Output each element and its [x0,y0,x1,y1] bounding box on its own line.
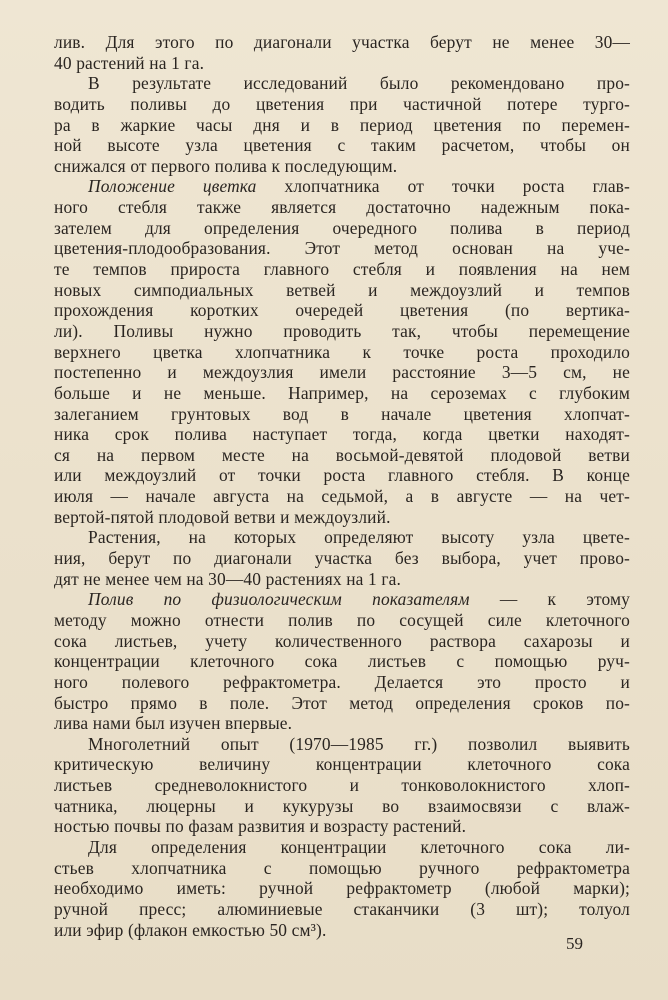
line-text: водить поливы до цветения при частичной потере турго- [54,93,630,114]
line-text: или междоузлий от точки роста главного стебля. В конце [54,465,630,486]
line-text: июля — начале августа на седьмой, а в августе — на чет- [54,486,630,507]
text-line [54,878,630,899]
text-line [54,32,630,53]
line-text: прохождения коротких очередей цветения (по вертика- [54,300,630,321]
text-line [54,197,630,218]
line-text: листьев средневолокнистого и тонковолокнистого хлоп- [54,775,630,796]
page-number: 59 [566,934,583,953]
text-line [54,156,630,177]
line-text: ручной пресс; алюминиевые стаканчики (3 шт); толуол [54,898,630,919]
line-text: — к этому [469,589,630,610]
text-line [54,796,630,817]
text-line [54,920,630,941]
line-text: чатника, люцерны и кукурузы во взаимосвязи с влаж- [54,795,630,816]
text-line [54,754,630,775]
text-line [54,53,630,74]
line-text: хлопчатника от точки роста глав- [256,176,630,197]
line-text: новых симподиальных ветвей и междоузлий и темпов [54,279,630,300]
text-line [54,569,630,590]
line-text: методу можно отнести полив по сосущей силе клеточного [54,609,630,630]
text-line [54,693,630,714]
text-line [54,445,630,466]
text-line [54,424,630,445]
line-text: ли). Поливы нужно проводить так, чтобы перемещение [54,320,630,341]
line-text: ника срок полива наступает тогда, когда цветки находят- [54,424,630,445]
italic-heading: Полив по физиологическим показателям [88,589,470,610]
text-line [54,548,630,569]
text-line [54,383,630,404]
line-text: вертой-пятой плодовой ветви и междоузлий. [54,506,391,527]
line-text: ся на первом месте на восьмой-девятой плодовой ветви [54,444,630,465]
text-line [54,899,630,920]
line-text: дят не менее чем на 30—40 растениях на 1 га. [54,568,402,589]
line-text: ния, берут по диагонали участка без выбора, учет прово- [54,548,630,569]
line-text: сока листьев, учету количественного раствора сахарозы и [54,630,630,651]
line-text: постепенно и междоузлия имели расстояние 3—5 см, не [54,362,630,383]
text-line [54,238,630,259]
text-line [54,672,630,693]
text-line [54,527,630,548]
text-line [54,115,630,136]
line-text: те темпов прироста главного стебля и появления на нем [54,259,630,280]
text-line [54,135,630,156]
text-line [54,816,630,837]
line-text: ностью почвы по фазам развития и возрасту растений. [54,816,467,837]
text-line [54,734,630,755]
text-line [54,300,630,321]
text-line [54,589,630,610]
text-line [54,775,630,796]
line-text: Многолетний опыт (1970—1985 гг.) позволил выявить [88,733,630,754]
text-line [54,259,630,280]
line-text: лив. Для этого по диагонали участка берут не менее 30— [54,32,630,52]
line-text: больше и не меньше. Например, на сероземах с глубоким [54,382,630,403]
line-text: лива нами был изучен впервые. [54,713,293,734]
text-line [54,342,630,363]
text-line [54,651,630,672]
line-text: зателем для определения очередного полива в период [54,217,630,238]
line-text: В результате исследований было рекомендовано про- [88,73,630,94]
text-line [54,465,630,486]
text-line [54,94,630,115]
line-text: ного полевого рефрактометра. Делается это просто и [54,671,630,692]
text-line [54,362,630,383]
line-text: Для определения концентрации клеточного сока ли- [88,836,630,857]
text-line [54,321,630,342]
line-text: ного стебля также является достаточно надежным пока- [54,197,630,218]
line-text: стьев хлопчатника с помощью ручного рефрактометра [54,857,630,878]
body-text [54,32,630,940]
line-text: необходимо иметь: ручной рефрактометр (любой марки); [54,878,630,899]
italic-heading: Положение цветка [88,176,257,197]
text-line [54,507,630,528]
text-line [54,404,630,425]
line-text: снижался от первого полива к последующим. [54,155,398,176]
text-line [54,73,630,94]
text-line [54,218,630,239]
line-text: ной высоте узла цветения с таким расчетом, чтобы он [54,135,630,156]
text-line [54,837,630,858]
line-text: 40 растений на 1 га. [54,52,205,73]
line-text: быстро прямо в поле. Этот метод определения сроков по- [54,692,630,713]
line-text: Растения, на которых определяют высоту узла цвете- [88,527,630,548]
line-text: верхнего цветка хлопчатника к точке роста проходило [54,341,630,362]
line-text: концентрации клеточного сока листьев с помощью руч- [54,651,630,672]
line-text: критическую величину концентрации клеточного сока [54,754,630,775]
text-line [54,713,630,734]
text-line [54,176,630,197]
text-line [54,858,630,879]
line-text: или эфир (флакон емкостью 50 см³). [54,919,327,940]
text-line [54,610,630,631]
text-line [54,280,630,301]
line-text: ра в жаркие часы дня и в период цветения по перемен- [54,114,630,135]
text-line [54,486,630,507]
line-text: залеганием грунтовых вод в начале цветения хлопчат- [54,403,630,424]
line-text: цветения-плодообразования. Этот метод основан на уче- [54,238,630,259]
text-line [54,631,630,652]
